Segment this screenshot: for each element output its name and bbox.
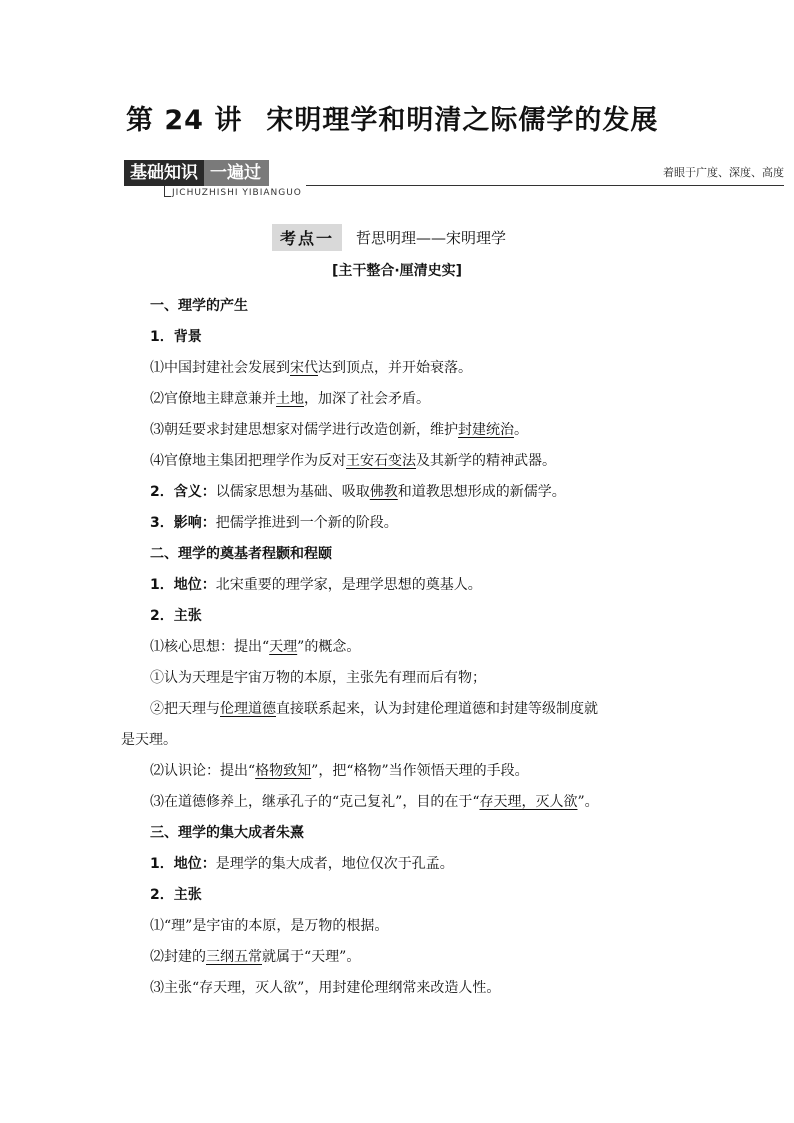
text-line: ⑴核心思想：提出“天理”的概念。 [150,639,361,655]
banner-label-secondary: 一遍过 [204,160,269,186]
text-line: 3．影响：把儒学推进到一个新的阶段。 [150,515,398,531]
text-line: 1．地位：是理学的集大成者，地位仅次于孔孟。 [150,856,454,872]
text-line: ①认为天理是宇宙万物的本原，主张先有理而后有物； [150,670,486,686]
text-line: ⑵认识论：提出“格物致知”，把“格物”当作领悟天理的手段。 [150,763,529,779]
text-line: ⑴中国封建社会发展到宋代达到顶点，并开始衰落。 [150,360,472,376]
topic-heading [272,224,506,251]
subsection-heading: 1．背景 [150,329,202,345]
lecture-number: 第 24 讲 [126,105,243,136]
text-line: ⑶主张“存天理，灭人欲”，用封建伦理纲常来改造人性。 [150,980,501,996]
sub-heading: [主干整合·厘清史实] [331,263,463,279]
banner-pinyin: JICHUZHISHI YIBIANGUO [172,188,302,198]
subsection-heading: 2．主张 [150,887,202,903]
subsection-heading: 2．主张 [150,608,202,624]
text-line: ⑵封建的三纲五常就属于“天理”。 [150,949,361,965]
text-line: ②把天理与伦理道德直接联系起来，认为封建伦理道德和封建等级制度就 [150,701,598,717]
section-heading: 一、理学的产生 [150,298,248,314]
topic-title: 哲思明理——宋明理学 [356,229,507,247]
banner-rule [306,185,784,186]
banner-label: 基础知识 [124,160,204,186]
text-line: ⑴“理”是宇宙的本原，是万物的根据。 [150,918,389,934]
banner-bracket [164,186,171,197]
lecture-title: 宋明理学和明清之际儒学的发展 [266,105,659,136]
section-heading: 二、理学的奠基者程颢和程颐 [150,546,332,562]
text-line: ⑶朝廷要求封建思想家对儒学进行改造创新，维护封建统治。 [150,422,528,438]
text-line: 1．地位：北宋重要的理学家，是理学思想的奠基人。 [150,577,482,593]
text-line: ⑵官僚地主肆意兼并土地，加深了社会矛盾。 [150,391,430,407]
topic-badge: 考点一 [272,224,342,251]
text-line: ⑷官僚地主集团把理学作为反对王安石变法及其新学的精神武器。 [150,453,556,469]
page-title [126,98,766,137]
text-line: ⑶在道德修养上，继承孔子的“克己复礼”，目的在于“存天理，灭人欲”。 [150,794,599,810]
section-heading: 三、理学的集大成者朱熹 [150,825,304,841]
text-line: 2．含义：以儒家思想为基础、吸取佛教和道教思想形成的新儒学。 [150,484,566,500]
section-banner [124,160,784,200]
banner-note: 着眼于广度、深度、高度 [663,166,784,179]
text-line: 是天理。 [121,732,177,748]
